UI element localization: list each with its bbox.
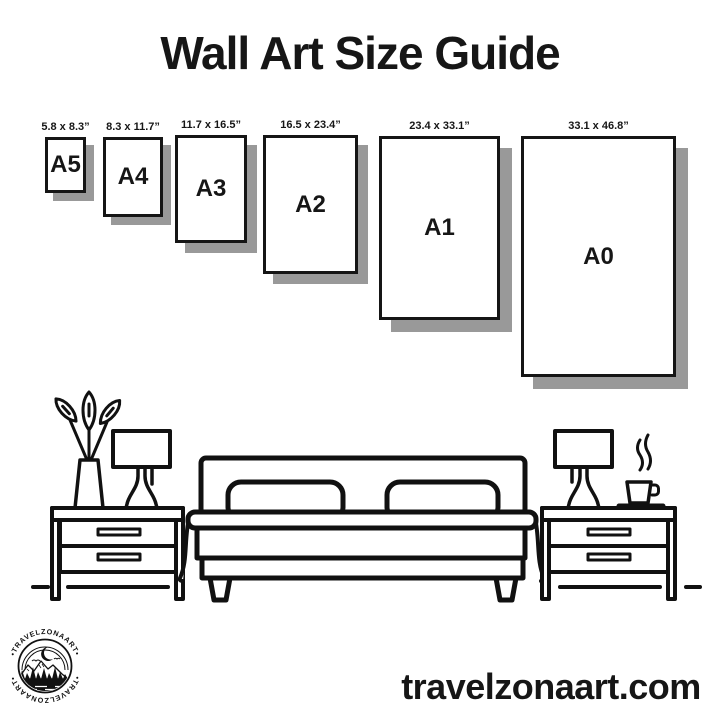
paper-sheet: [45, 137, 86, 193]
bed-icon: [180, 458, 544, 600]
size-code-label: A0: [583, 242, 614, 270]
size-dims-label: 8.3 x 11.7”: [106, 121, 160, 133]
size-code-label: A4: [117, 163, 149, 190]
table-lamp-left-icon: [113, 431, 170, 508]
size-code-label: A2: [295, 190, 326, 218]
coffee-cup-icon: [619, 435, 663, 506]
size-dims-label: 33.1 x 46.8”: [568, 120, 629, 132]
table-lamp-right-icon: [555, 431, 612, 508]
paper-sheet: [521, 136, 676, 377]
size-dims-label: 23.4 x 33.1”: [409, 120, 470, 132]
size-code-label: A3: [195, 175, 227, 202]
size-code-label: A1: [424, 214, 455, 241]
page-title: Wall Art Size Guide: [160, 27, 560, 79]
size-code-label: A5: [50, 151, 81, 178]
logo-text-top: •TRAVELZONAART•: [7, 626, 83, 657]
paper-sheet: [175, 135, 247, 243]
paper-sheet: [379, 136, 500, 320]
size-box-a4: [103, 121, 163, 217]
bedroom-illustration: [0, 378, 720, 618]
size-box-a3: [175, 119, 247, 243]
paper-sheet: [103, 137, 163, 217]
size-dims-label: 16.5 x 23.4”: [280, 119, 341, 131]
website-url: travelzonaart.com: [401, 666, 701, 707]
logo-text-bottom: •TRAVELZONAART•: [7, 675, 83, 706]
size-box-a0: [521, 120, 676, 377]
size-box-a2: [263, 119, 358, 274]
size-box-a1: [379, 120, 500, 320]
size-dims-label: 11.7 x 16.5”: [181, 119, 241, 131]
paper-sheet: [263, 135, 358, 274]
size-dims-label: 5.8 x 8.3”: [41, 121, 90, 133]
size-box-a5: [41, 121, 90, 193]
brand-logo-badge: [1, 621, 91, 713]
